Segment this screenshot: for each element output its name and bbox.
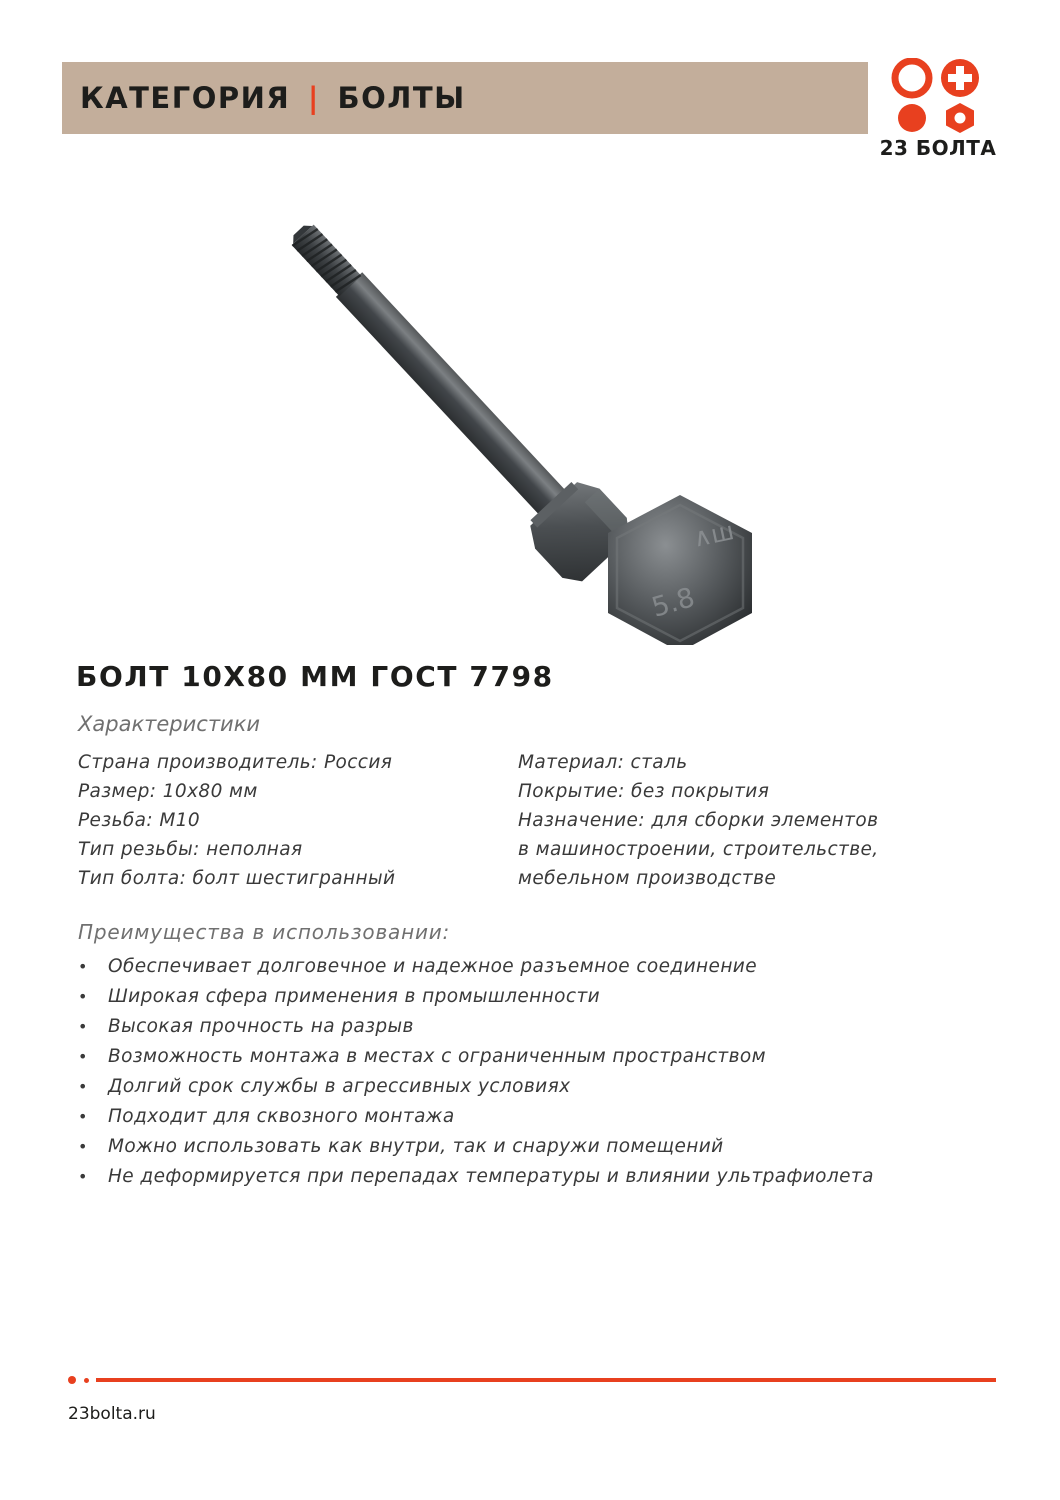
- category-header-bar: [62, 62, 868, 134]
- spec-row: Размер: 10x80 мм: [78, 781, 258, 802]
- list-item: [78, 1042, 978, 1072]
- category-separator: |: [307, 81, 320, 115]
- specs-column-right: [518, 748, 958, 893]
- list-item: [78, 1102, 978, 1132]
- bullet-icon: •: [78, 1047, 88, 1066]
- list-item-label: Можно использовать как внутри, так и снаружи помещений: [108, 1136, 724, 1157]
- list-item-label: Подходит для сквозного монтажа: [108, 1106, 455, 1127]
- bullet-icon: •: [78, 957, 88, 976]
- brand-logo[interactable]: [878, 58, 998, 168]
- specs-heading: Характеристики: [78, 712, 261, 736]
- svg-text:∧ш: ∧ш: [690, 515, 737, 553]
- list-item-label: Возможность монтажа в местах с ограниченным пространством: [108, 1046, 766, 1067]
- list-item-label: Обеспечивает долговечное и надежное разъемное соединение: [108, 956, 758, 977]
- footer-dot-small: [84, 1378, 89, 1383]
- specs-column-left: [78, 748, 518, 893]
- logo-text: 23 БОЛТА: [879, 136, 997, 160]
- svg-text:5.8: 5.8: [648, 582, 699, 624]
- category-value: БОЛТЫ: [337, 81, 466, 115]
- list-item-label: Высокая прочность на разрыв: [108, 1016, 414, 1037]
- category-header-title: [80, 81, 466, 115]
- spec-row: Резьба: М10: [78, 810, 201, 831]
- list-item: [78, 982, 978, 1012]
- advantages-heading: Преимущества в использовании:: [78, 920, 451, 944]
- bullet-icon: •: [78, 1077, 88, 1096]
- bullet-icon: •: [78, 1017, 88, 1036]
- footer-divider: [96, 1378, 996, 1382]
- specs-table: [78, 748, 958, 893]
- spec-row: мебельном производстве: [518, 868, 777, 889]
- list-item-label: Широкая сфера применения в промышленности: [108, 986, 601, 1007]
- product-photo: [180, 215, 780, 645]
- category-label: КАТЕГОРИЯ: [80, 81, 291, 115]
- bullet-icon: •: [78, 987, 88, 1006]
- bullet-icon: •: [78, 1167, 88, 1186]
- bullet-icon: •: [78, 1137, 88, 1156]
- logo-mark-icon: [890, 58, 986, 134]
- advantages-list: [78, 952, 978, 1192]
- spec-row: Тип болта: болт шестигранный: [78, 868, 396, 889]
- list-item: [78, 1132, 978, 1162]
- spec-row: Покрытие: без покрытия: [518, 781, 770, 802]
- page-title: БОЛТ 10X80 ММ ГОСТ 7798: [76, 660, 554, 693]
- list-item: [78, 952, 978, 982]
- footer-website-link[interactable]: 23bolta.ru: [68, 1404, 156, 1424]
- list-item: [78, 1072, 978, 1102]
- spec-row: Материал: сталь: [518, 752, 688, 773]
- spec-row: Назначение: для сборки элементов: [518, 810, 879, 831]
- spec-row: Тип резьбы: неполная: [78, 839, 303, 860]
- list-item-label: Не деформируется при перепадах температуры и влиянии ультрафиолета: [108, 1166, 874, 1187]
- list-item: [78, 1162, 978, 1192]
- spec-row: Страна производитель: Россия: [78, 752, 393, 773]
- spec-row: в машиностроении, строительстве,: [518, 839, 879, 860]
- list-item: [78, 1012, 978, 1042]
- list-item-label: Долгий срок службы в агрессивных условиях: [108, 1076, 571, 1097]
- bullet-icon: •: [78, 1107, 88, 1126]
- footer-dot-large: [68, 1376, 76, 1384]
